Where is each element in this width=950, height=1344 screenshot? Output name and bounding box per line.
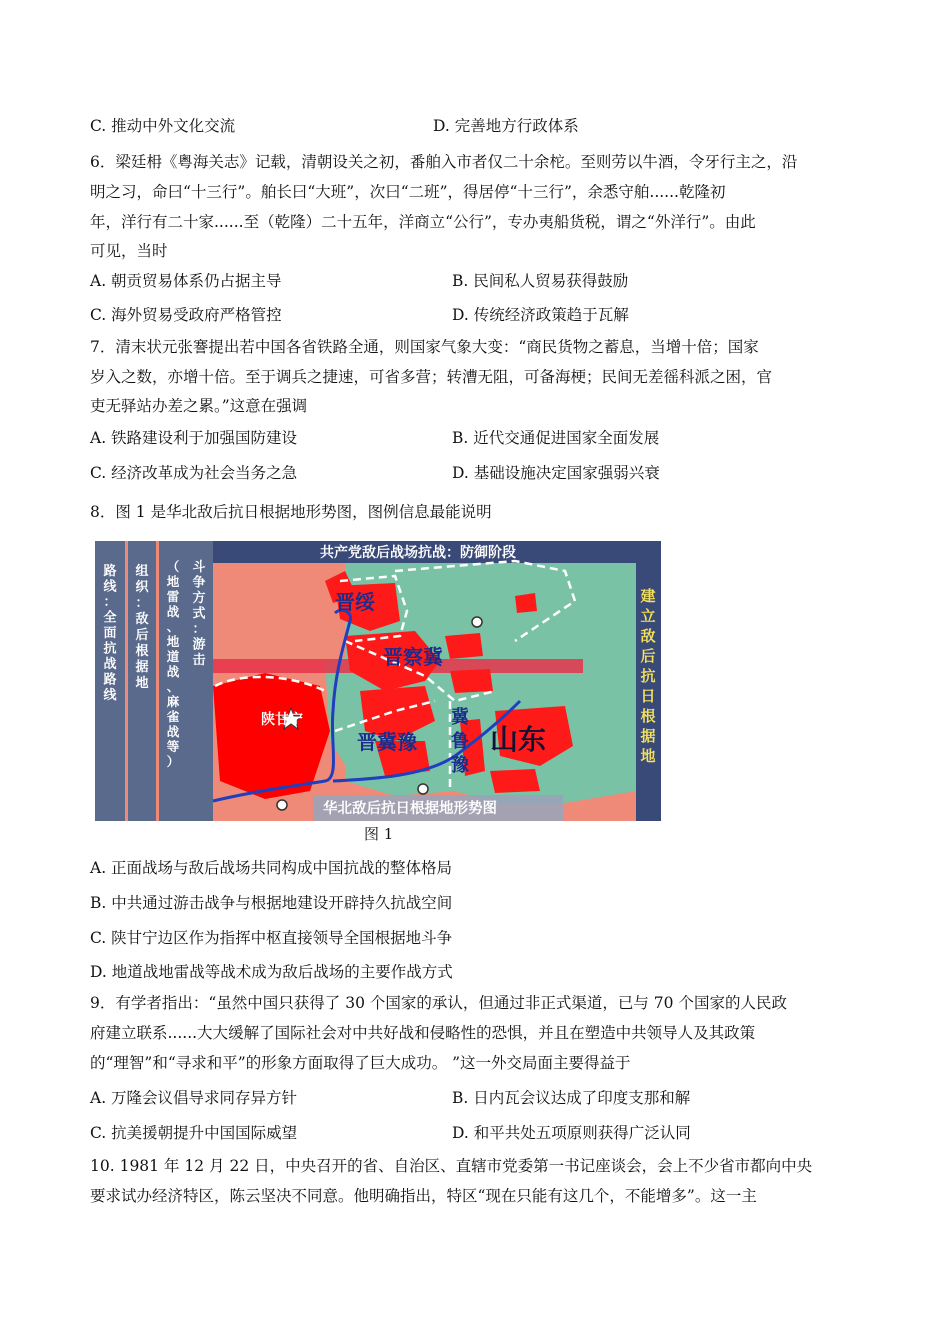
- vertical-char: 争: [192, 575, 206, 591]
- label-jinchaji: 晋察冀: [383, 645, 443, 669]
- q6-option-d: D. 传统经济政策趋于瓦解: [452, 306, 629, 324]
- q9-option-b: B. 日内瓦会议达成了印度支那和解: [452, 1089, 691, 1107]
- vertical-char: 根: [135, 644, 149, 659]
- q6-stem-line-1: 6．梁廷枏《粤海关志》记载，清朝设关之初，番舶入市者仅二十余柁。至则劳以牛酒，令牙行主之，沿: [90, 153, 798, 171]
- q8-option-a: A. 正面战场与敌后战场共同构成中国抗战的整体格局: [90, 859, 453, 877]
- vertical-char: 战: [166, 664, 180, 679]
- vertical-char: 地: [640, 747, 656, 765]
- vertical-char: 根: [640, 707, 656, 725]
- vertical-char: 战: [103, 657, 117, 672]
- figure-footer-text: 华北敌后抗日根据地形势图: [323, 801, 497, 817]
- q7-stem-line-3: 吏无驿站办差之累。”这意在强调: [90, 397, 308, 415]
- vertical-char: 式: [192, 606, 206, 622]
- q6-option-a: A. 朝贡贸易体系仍占据主导: [90, 272, 282, 290]
- q5-option-d: D. 完善地方行政体系: [433, 117, 579, 135]
- vertical-char: 敌: [135, 612, 149, 627]
- vertical-char: 麻: [166, 694, 180, 709]
- vertical-char: 据: [135, 660, 149, 675]
- svg-text:豫: 豫: [451, 755, 469, 776]
- q6-option-c: C. 海外贸易受政府严格管控: [90, 306, 282, 324]
- vertical-char: 斗: [192, 560, 206, 575]
- vertical-char: 战: [166, 604, 180, 619]
- vertical-char: 日: [640, 687, 656, 705]
- figure-caption: 图 1: [364, 825, 394, 843]
- q6-stem-line-2: 明之习，命曰“十三行”。舶长曰“大班”，次曰“二班”，得居停“十三行”，余悉守舶......乾隆初: [90, 183, 726, 201]
- q7-option-c: C. 经济改革成为社会当务之急: [90, 464, 298, 482]
- vertical-char: 抗: [103, 641, 117, 657]
- figure-header-text: 共产党敌后战场抗战：防御阶段: [320, 545, 516, 561]
- vertical-char: 立: [640, 607, 656, 625]
- label-jiluyu: [451, 706, 470, 776]
- vertical-char: 雷: [166, 589, 180, 604]
- vertical-char: 地: [166, 574, 180, 589]
- legend-method-examples-text: [166, 559, 180, 769]
- legend-establish-bases-text: [639, 587, 656, 765]
- q10-stem-line-2: 要求试办经济特区，陈云坚决不同意。他明确指出，特区“现在只能有这几个，不能增多”。这一主: [90, 1187, 757, 1205]
- q7-stem-line-1: 7．清末状元张謇提出若中国各省铁路全通，则国家气象大变：“商民货物之蓄息，当增十倍；国家: [90, 338, 759, 356]
- vertical-char: 织: [135, 580, 149, 595]
- q6-option-b: B. 民间私人贸易获得鼓励: [452, 272, 629, 290]
- q10-stem-line-1: 10. 1981 年 12 月 22 日，中央召开的省、自治区、直辖市党委第一书记座谈会，会上不少省市都向中央: [90, 1157, 813, 1175]
- label-shandong: 山东: [490, 723, 547, 756]
- q8-option-c: C. 陕甘宁边区作为指挥中枢直接领导全国根据地斗争: [90, 929, 453, 947]
- vertical-char: 等: [166, 739, 180, 754]
- q8-stem-line-1: 8．图 1 是华北敌后抗日根据地形势图，图例信息最能说明: [90, 503, 492, 521]
- vertical-char: 游: [192, 637, 206, 653]
- vertical-char: ：: [103, 595, 117, 610]
- vertical-char: 线: [103, 579, 117, 595]
- label-shanganning: 陕甘宁: [261, 712, 303, 728]
- q9-option-c: C. 抗美援朝提升中国国际威望: [90, 1124, 298, 1142]
- vertical-char: 全: [103, 610, 117, 626]
- vertical-char: 地: [166, 634, 180, 649]
- vertical-char: 路: [103, 564, 117, 579]
- vertical-char: 道: [166, 649, 180, 664]
- label-jinsui: 晋绥: [335, 590, 375, 614]
- legend-method-text: [192, 559, 205, 668]
- legend-route-text: [103, 563, 117, 703]
- vertical-char: 后: [640, 647, 656, 665]
- vertical-char: 组: [135, 564, 149, 579]
- q6-stem-line-4: 可见，当时: [90, 242, 168, 260]
- vertical-char: 地: [135, 676, 149, 691]
- q6-stem-line-3: 年，洋行有二十家......至（乾隆）二十五年，洋商立“公行”，专办夷船货税，谓之“外洋行”。由此: [90, 213, 756, 231]
- q8-option-b: B. 中共通过游击战争与根据地建设开辟持久抗战空间: [90, 894, 453, 912]
- q9-option-d: D. 和平共处五项原则获得广泛认同: [452, 1124, 691, 1142]
- vertical-char: ）: [166, 754, 180, 769]
- vertical-char: 后: [135, 628, 149, 643]
- q8-option-d: D. 地道战地雷战等战术成为敌后战场的主要作战方式: [90, 963, 453, 981]
- vertical-char: 、: [166, 619, 180, 634]
- vertical-char: 建: [640, 587, 656, 605]
- q9-option-a: A. 万隆会议倡导求同存异方针: [90, 1089, 298, 1107]
- q7-stem-line-2: 岁入之数，亦增十倍。至于调兵之捷速，可省多营；转漕无阻，可备海梗；民间无差徭科派之困，官: [90, 368, 773, 386]
- vertical-char: 抗: [640, 667, 656, 685]
- vertical-char: 路: [103, 672, 117, 688]
- q9-stem-line-1: 9．有学者指出：“虽然中国只获得了 30 个国家的承认，但通过非正式渠道，已与 70 个国家的人民政: [90, 994, 787, 1012]
- q9-stem-line-2: 府建立联系......大大缓解了国际社会对中共好战和侵略性的恐惧，并且在塑造中共领导人及其政策: [90, 1024, 756, 1042]
- q7-option-a: A. 铁路建设利于加强国防建设: [90, 429, 298, 447]
- vertical-char: 敌: [640, 627, 656, 645]
- vertical-char: 方: [192, 591, 206, 606]
- vertical-char: 据: [640, 727, 656, 745]
- north-china-base-map: [95, 541, 661, 821]
- svg-text:冀: 冀: [451, 707, 469, 728]
- svg-text:鲁: 鲁: [451, 731, 469, 752]
- vertical-char: 、: [166, 679, 180, 694]
- vertical-char: 线: [103, 688, 117, 703]
- q9-stem-line-3: 的“理智”和“寻求和平”的形象方面取得了巨大成功。 ”这一外交局面主要得益于: [90, 1054, 631, 1072]
- vertical-char: 击: [192, 653, 206, 668]
- q5-option-c: C. 推动中外文化交流: [90, 117, 236, 135]
- vertical-char: 面: [103, 626, 117, 641]
- vertical-char: （: [166, 559, 180, 574]
- q7-option-d: D. 基础设施决定国家强弱兴衰: [452, 464, 660, 482]
- q7-option-b: B. 近代交通促进国家全面发展: [452, 429, 660, 447]
- label-jinjiyu: 晋冀豫: [357, 730, 417, 754]
- vertical-char: ：: [192, 622, 206, 637]
- vertical-char: 战: [166, 724, 180, 739]
- vertical-char: ：: [135, 596, 149, 611]
- vertical-char: 雀: [166, 709, 180, 724]
